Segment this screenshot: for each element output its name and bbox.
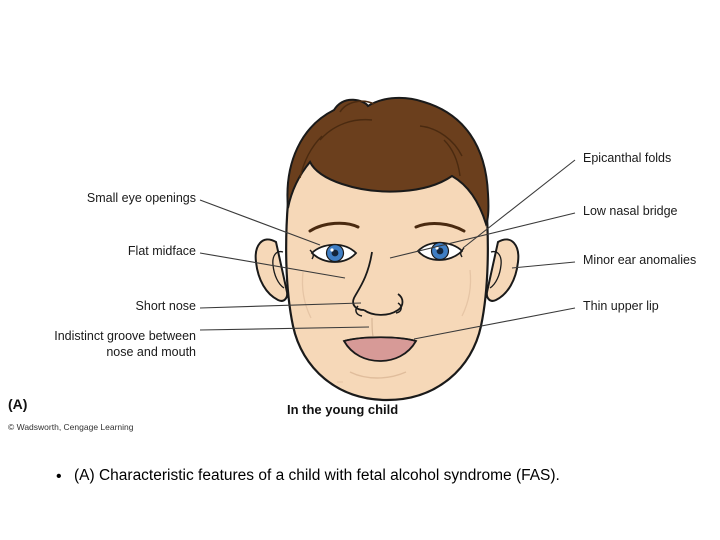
left-eye-highlight <box>330 248 333 251</box>
label-indistinct-groove <box>20 329 196 360</box>
figure-credit: © Wadsworth, Cengage Learning <box>8 422 134 432</box>
left-ear <box>256 239 287 300</box>
label-short-nose-text: Short nose <box>135 299 196 313</box>
caption-bullet-item <box>56 466 676 488</box>
label-indistinct-groove-line2: nose and mouth <box>106 344 196 359</box>
right-ear <box>487 239 518 300</box>
label-epicanthal-folds <box>583 151 671 167</box>
label-small-eye-openings <box>60 191 196 207</box>
label-flat-midface <box>60 244 196 260</box>
figure-title: In the young child <box>287 402 399 417</box>
label-thin-upper-lip <box>583 299 659 315</box>
label-thin-upper-lip-text: Thin upper lip <box>583 299 659 313</box>
label-small-eye-openings-text: Small eye openings <box>86 191 196 205</box>
label-minor-ear-anomalies-text: Minor ear anomalies <box>583 253 697 267</box>
label-epicanthal-folds-text: Epicanthal folds <box>583 151 672 165</box>
bullet-marker: • <box>56 468 62 485</box>
caption-text: (A) Characteristic features of a child with fetal alcohol syndrome (FAS). <box>74 467 560 484</box>
label-flat-midface-text: Flat midface <box>127 244 196 258</box>
label-low-nasal-bridge <box>583 204 678 220</box>
label-low-nasal-bridge-text: Low nasal bridge <box>583 204 678 218</box>
label-minor-ear-anomalies <box>583 253 696 269</box>
label-indistinct-groove-line1: Indistinct groove between <box>54 329 196 343</box>
label-short-nose <box>60 299 196 315</box>
leader-line-minor-ear-anomalies <box>512 262 575 268</box>
panel-letter: (A) <box>8 396 28 412</box>
